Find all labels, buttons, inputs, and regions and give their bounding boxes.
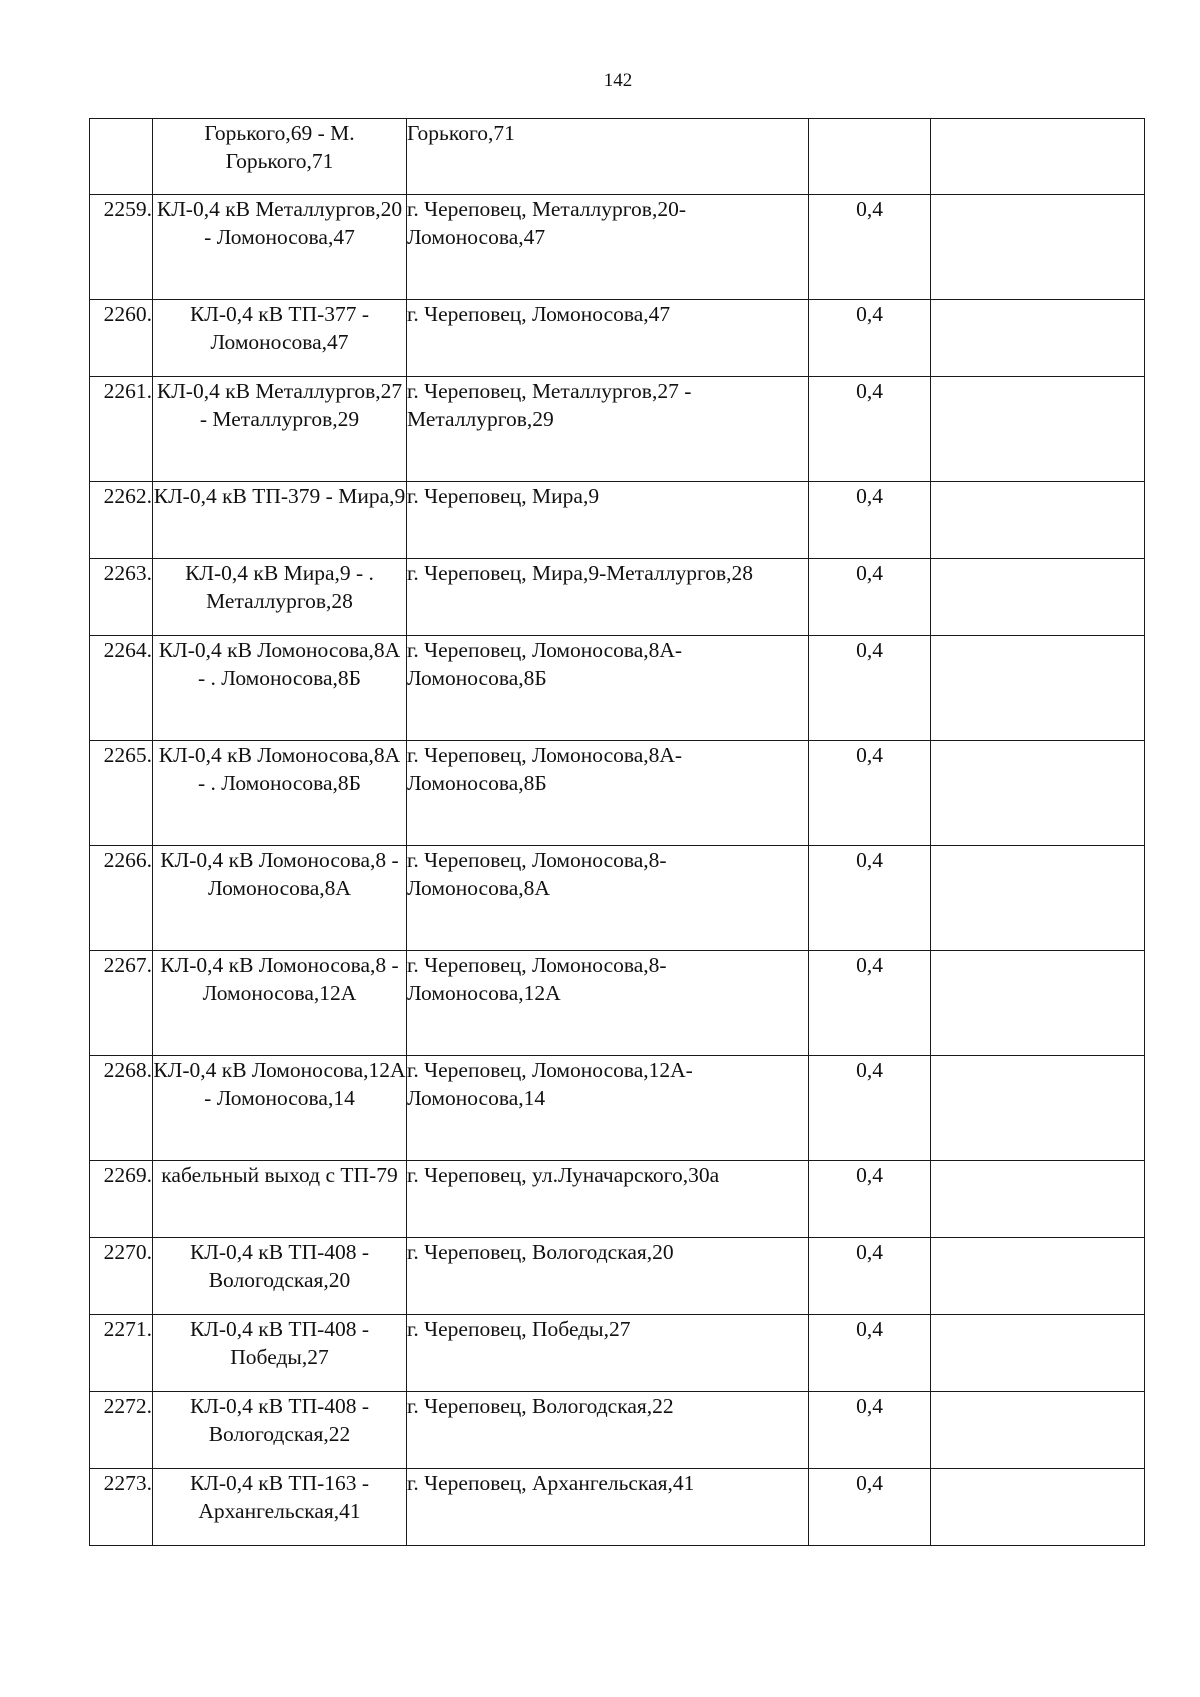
voltage-value: 0,4 xyxy=(809,951,931,1056)
extra-cell xyxy=(931,741,1145,846)
object-name: КЛ-0,4 кВ Ломоносова,8 - Ломоносова,8А xyxy=(153,846,407,951)
object-name: КЛ-0,4 кВ Ломоносова,8 - Ломоносова,12А xyxy=(153,951,407,1056)
extra-cell xyxy=(931,300,1145,377)
extra-cell xyxy=(931,1238,1145,1315)
row-number: 2260. xyxy=(90,300,153,377)
extra-cell xyxy=(931,1161,1145,1238)
object-name: КЛ-0,4 кВ ТП-408 - Вологодская,22 xyxy=(153,1392,407,1469)
object-address: г. Череповец, Ломоносова,8А-Ломоносова,8Б xyxy=(407,636,809,741)
table-row xyxy=(90,300,1145,377)
row-number: 2271. xyxy=(90,1315,153,1392)
table-row xyxy=(90,636,1145,741)
row-number: 2265. xyxy=(90,741,153,846)
row-number: 2269. xyxy=(90,1161,153,1238)
extra-cell xyxy=(931,1469,1145,1546)
row-number: 2270. xyxy=(90,1238,153,1315)
voltage-value: 0,4 xyxy=(809,1056,931,1161)
row-number: 2268. xyxy=(90,1056,153,1161)
object-name: КЛ-0,4 кВ ТП-408 - Победы,27 xyxy=(153,1315,407,1392)
object-address: г. Череповец, ул.Луначарского,30а xyxy=(407,1161,809,1238)
page-number: 142 xyxy=(603,70,633,91)
voltage-value: 0,4 xyxy=(809,1238,931,1315)
object-name: КЛ-0,4 кВ Ломоносова,8А - . Ломоносова,8Б xyxy=(153,636,407,741)
object-name: КЛ-0,4 кВ Металлургов,27 - Металлургов,29 xyxy=(153,377,407,482)
object-name: КЛ-0,4 кВ ТП-163 - Архангельская,41 xyxy=(153,1469,407,1546)
object-name: КЛ-0,4 кВ ТП-408 - Вологодская,20 xyxy=(153,1238,407,1315)
object-address: г. Череповец, Ломоносова,47 xyxy=(407,300,809,377)
voltage-value: 0,4 xyxy=(809,482,931,559)
table-row xyxy=(90,1238,1145,1315)
extra-cell xyxy=(931,951,1145,1056)
object-name: КЛ-0,4 кВ ТП-377 - Ломоносова,47 xyxy=(153,300,407,377)
extra-cell xyxy=(931,636,1145,741)
object-address: г. Череповец, Вологодская,22 xyxy=(407,1392,809,1469)
extra-cell xyxy=(931,1392,1145,1469)
object-name: КЛ-0,4 кВ Металлургов,20 - Ломоносова,47 xyxy=(153,195,407,300)
row-number: 2267. xyxy=(90,951,153,1056)
cable-registry-table xyxy=(89,118,1145,1546)
row-number: 2262. xyxy=(90,482,153,559)
object-address: Горького,71 xyxy=(407,119,809,195)
voltage-value: 0,4 xyxy=(809,300,931,377)
table-row xyxy=(90,951,1145,1056)
extra-cell xyxy=(931,377,1145,482)
extra-cell xyxy=(931,1056,1145,1161)
voltage-value: 0,4 xyxy=(809,846,931,951)
voltage-value: 0,4 xyxy=(809,195,931,300)
object-address: г. Череповец, Металлургов,20-Ломоносова,47 xyxy=(407,195,809,300)
row-number: 2264. xyxy=(90,636,153,741)
table-row xyxy=(90,1056,1145,1161)
object-name: КЛ-0,4 кВ Ломоносова,8А - . Ломоносова,8Б xyxy=(153,741,407,846)
voltage-value: 0,4 xyxy=(809,559,931,636)
voltage-value: 0,4 xyxy=(809,741,931,846)
object-name: Горького,69 - М. Горького,71 xyxy=(153,119,407,195)
extra-cell xyxy=(931,482,1145,559)
table-row xyxy=(90,559,1145,636)
table-row xyxy=(90,846,1145,951)
table-row xyxy=(90,741,1145,846)
object-name: КЛ-0,4 кВ Мира,9 - . Металлургов,28 xyxy=(153,559,407,636)
voltage-value: 0,4 xyxy=(809,636,931,741)
table-row xyxy=(90,1469,1145,1546)
object-address: г. Череповец, Победы,27 xyxy=(407,1315,809,1392)
object-address: г. Череповец, Ломоносова,12А-Ломоносова,14 xyxy=(407,1056,809,1161)
row-number xyxy=(90,119,153,195)
object-address: г. Череповец, Ломоносова,8-Ломоносова,12А xyxy=(407,951,809,1056)
extra-cell xyxy=(931,846,1145,951)
row-number: 2259. xyxy=(90,195,153,300)
object-address: г. Череповец, Мира,9 xyxy=(407,482,809,559)
object-address: г. Череповец, Ломоносова,8-Ломоносова,8А xyxy=(407,846,809,951)
voltage-value: 0,4 xyxy=(809,1469,931,1546)
row-number: 2273. xyxy=(90,1469,153,1546)
row-number: 2266. xyxy=(90,846,153,951)
voltage-value: 0,4 xyxy=(809,1161,931,1238)
object-address: г. Череповец, Металлургов,27 - Металлургов,29 xyxy=(407,377,809,482)
table-row xyxy=(90,1161,1145,1238)
table-row xyxy=(90,482,1145,559)
extra-cell xyxy=(931,559,1145,636)
table-row xyxy=(90,1315,1145,1392)
voltage-value xyxy=(809,119,931,195)
object-address: г. Череповец, Архангельская,41 xyxy=(407,1469,809,1546)
extra-cell xyxy=(931,1315,1145,1392)
row-number: 2272. xyxy=(90,1392,153,1469)
object-address: г. Череповец, Ломоносова,8А-Ломоносова,8Б xyxy=(407,741,809,846)
row-number: 2263. xyxy=(90,559,153,636)
object-address: г. Череповец, Вологодская,20 xyxy=(407,1238,809,1315)
extra-cell xyxy=(931,195,1145,300)
table-row xyxy=(90,195,1145,300)
table-row xyxy=(90,1392,1145,1469)
object-name: КЛ-0,4 кВ Ломоносова,12А - Ломоносова,14 xyxy=(153,1056,407,1161)
voltage-value: 0,4 xyxy=(809,1315,931,1392)
table-row xyxy=(90,377,1145,482)
table-row xyxy=(90,119,1145,195)
voltage-value: 0,4 xyxy=(809,1392,931,1469)
extra-cell xyxy=(931,119,1145,195)
object-name: кабельный выход с ТП-79 xyxy=(153,1161,407,1238)
object-address: г. Череповец, Мира,9-Металлургов,28 xyxy=(407,559,809,636)
voltage-value: 0,4 xyxy=(809,377,931,482)
row-number: 2261. xyxy=(90,377,153,482)
object-name: КЛ-0,4 кВ ТП-379 - Мира,9 xyxy=(153,482,407,559)
